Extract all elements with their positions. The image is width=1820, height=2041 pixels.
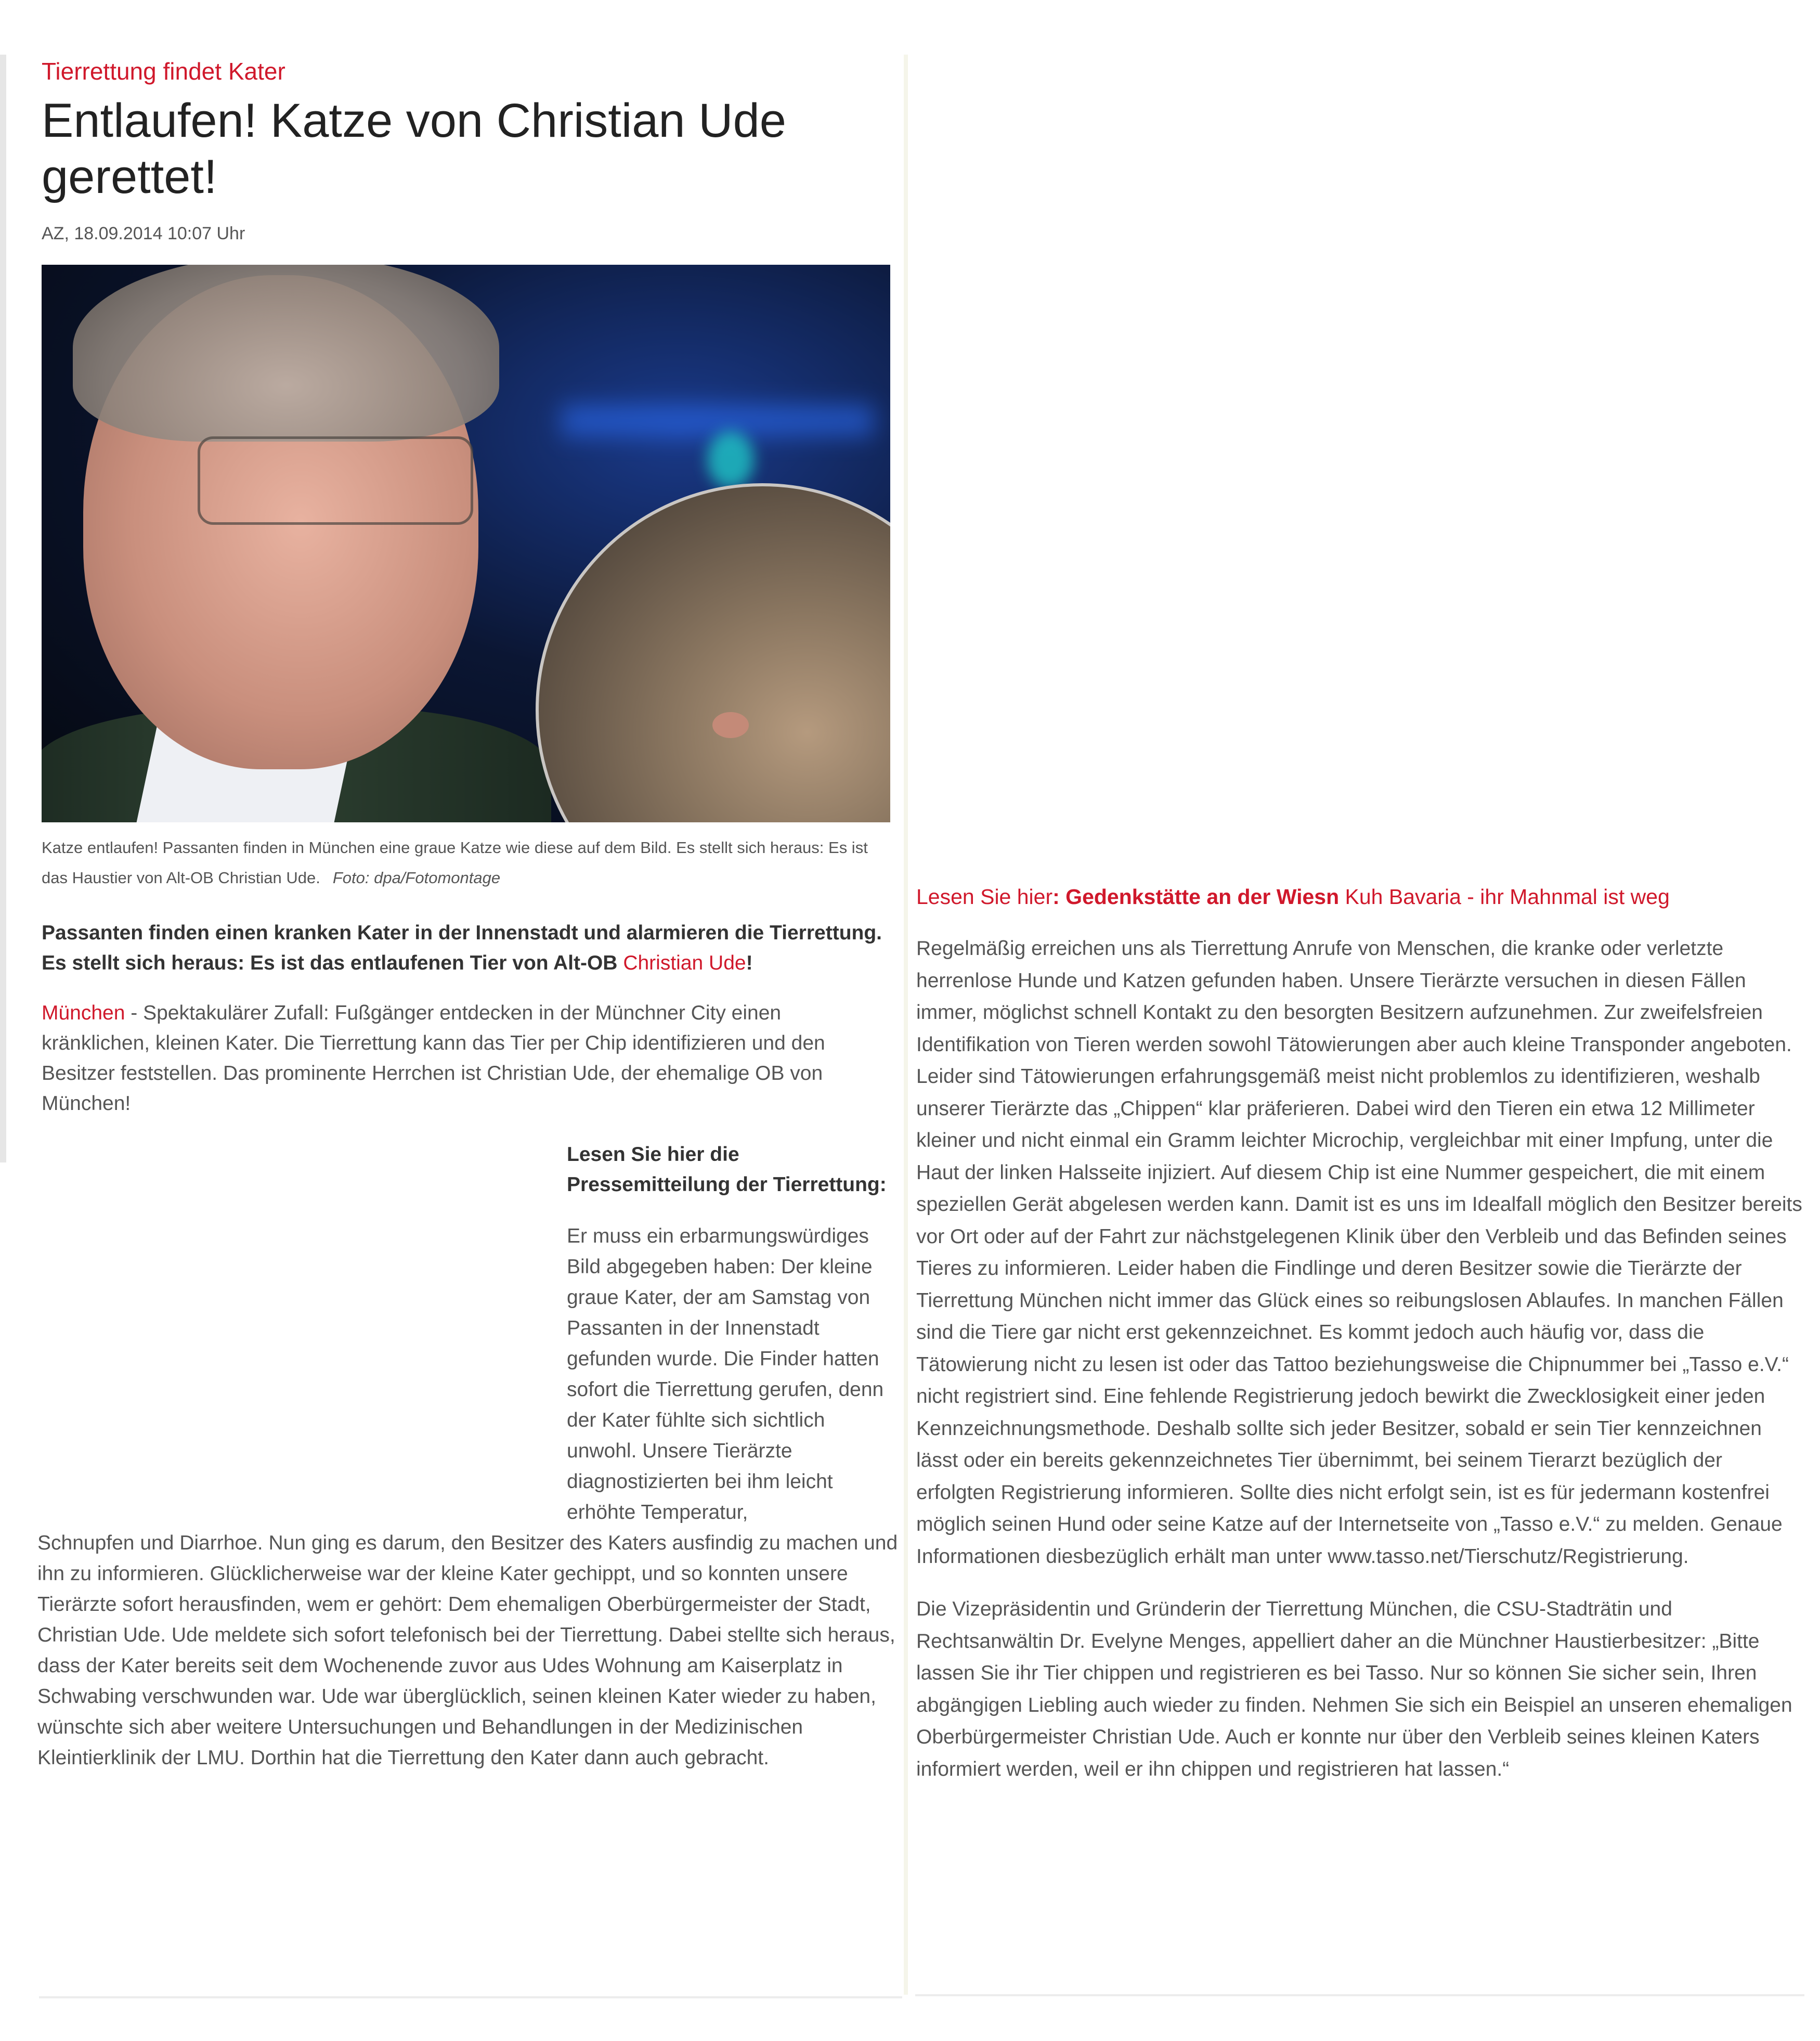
read-more-title[interactable]: Kuh Bavaria - ihr Mahnmal ist weg bbox=[1339, 885, 1670, 909]
read-more-teaser[interactable] bbox=[916, 882, 1805, 912]
christian-ude-link[interactable]: Christian Ude bbox=[623, 952, 746, 974]
photo-cat-inset bbox=[536, 483, 890, 822]
ad-space bbox=[42, 1140, 567, 1528]
column-divider bbox=[904, 55, 908, 1995]
press-release-text: Er muss ein erbarmungswürdiges Bild abgegeben haben: Der kleine graue Kater, der am Samstag von Passanten in der Innenstadt gefunden wurde. Die Finder hatten sofort die Tierrettung gerufen, denn der Kater fühlte sich sichtlich unwohl. Unsere Tierärzte diagnostizierten bei ihm leicht erhöhte Temperatur, bbox=[567, 1225, 884, 1523]
left-column-rule bbox=[39, 1996, 902, 1998]
press-release-block bbox=[42, 1140, 894, 1528]
article-right-column bbox=[916, 882, 1805, 1785]
photo-background-light bbox=[562, 405, 874, 436]
read-more-prefix: Lesen Sie hier bbox=[916, 885, 1053, 909]
article-paragraph: Regelmäßig erreichen uns als Tierrettung Anrufe von Menschen, die kranke oder verletzte herrenlose Hunde und Katzen gefunden haben. Unsere Tierärzte versuchen in diesen Fällen immer, möglichst schnell Kontakt zu den besorgten Besitzern aufzunehmen. Zur zweifelsfreien Identifikation von Tieren werden sowohl Tätowierungen aber auch kleine Transponder angeboten. Leider sind Tätowierungen erfahrungsgemäß meist nicht problemlos zu identifizieren, weshalb unserer Tierärzte das „Chippen“ klar präferieren. Dabei wird den Tieren ein etwa 12 Millimeter kleiner und nicht einmal ein Gramm leichter Microchip, vergleichbar mit einer Impfung, unter die Haut der linken Halsseite injiziert. Auf diesem Chip ist eine Nummer gespeichert, die mit einem speziellen Gerät abgelesen werden kann. Damit ist es uns im Idealfall möglich den Besitzer bereits vor Ort oder auf der Fahrt zur nächstgelegenen Klinik über den Verbleib und das Befinden seines Tieres zu informieren. Leider haben die Findlinge und deren Besitzer sowie die Tierärzte der Tierrettung München nicht immer das Glück eines so reibungslosen Ablaufes. In manchen Fällen sind die Tiere gar nicht erst gekennzeichnet. Es kommt jedoch auch häufig vor, dass die Tätowierung nicht zu lesen ist oder das Tattoo beziehungsweise die Chipnummer bei „Tasso e.V.“ nicht registriert sind. Eine fehlende Registrierung jedoch bewirkt die Zwecklosigkeit einer jeden Kennzeichnungsmethode. Deshalb sollte sich jeder Besitzer, sobald er sein Tier kennzeichnen lässt oder ein bereits gekennzeichnetes Tier übernimmt, bei seinem Tierarzt bezüglich der erfolgten Registrierung informieren. Sollte dies nicht erfolgt sein, ist es für jedermann kostenfrei möglich seinen Hund oder seine Katze auf der Internetseite von „Tasso e.V.“ zu melden. Genaue Informationen diesbezüglich erhält man unter www.tasso.net/Tierschutz/Registrierung. bbox=[916, 937, 1802, 1568]
lead-text: Passanten finden einen kranken Kater in der Innenstadt und alarmieren die Tierrettung. Es stellt sich heraus: Es ist das entlaufenen Tier von Alt-OB bbox=[42, 922, 882, 974]
article-photo[interactable] bbox=[42, 265, 890, 822]
article-kicker: Tierrettung findet Kater bbox=[42, 58, 285, 85]
photo-hair bbox=[73, 265, 499, 442]
press-release-continued: Schnupfen und Diarrhoe. Nun ging es darum, den Besitzer des Katers ausfindig zu machen und ihn zu informieren. Glücklicherweise war der kleine Kater gechippt, und so konnten unsere Tierärzte sofort herausfinden, wem er gehört: Dem ehemaligen Oberbürgermeister der Stadt, Christian Ude. Ude meldete sich sofort telefonisch bei der Tierrettung. Dabei stellte sich heraus, dass der Kater bereits seit dem Wochenende zuvor aus Udes Wohnung am Kaiserplatz in Schwabing verschwunden war. Ude war überglücklich, seinen kleinen Kater wieder zu haben, wünschte sich aber weitere Untersuchungen und Behandlungen in der Medizinischen Kleintierklinik der LMU. Dorthin hat die Tierrettung den Kater dann auch gebracht. bbox=[37, 1532, 898, 1769]
article-headline: Entlaufen! Katze von Christian Ude gerettet! bbox=[42, 94, 786, 203]
location-link[interactable]: München bbox=[42, 1002, 125, 1024]
read-more-link[interactable]: Gedenkstätte an der Wiesn bbox=[1065, 885, 1340, 909]
article-left-column bbox=[37, 57, 898, 1773]
article-dateline: AZ, 18.09.2014 10:07 Uhr bbox=[42, 224, 245, 243]
article-intro bbox=[42, 998, 894, 1119]
lead-suffix: ! bbox=[746, 952, 753, 974]
right-column-rule bbox=[915, 1994, 1804, 1996]
press-release-title: Lesen Sie hier die Pressemitteilung der Tierrettung: bbox=[567, 1143, 887, 1196]
caption-text: Katze entlaufen! Passanten finden in München eine graue Katze wie diese auf dem Bild. Es stellt sich heraus: Es ist das Haustier von Alt-OB Christian Ude. bbox=[42, 838, 868, 887]
page-edge bbox=[0, 55, 6, 1162]
article-lead bbox=[42, 918, 894, 978]
read-more-colon: : bbox=[1052, 885, 1066, 909]
press-release-box bbox=[567, 1140, 889, 1528]
article-paragraph: Die Vizepräsidentin und Gründerin der Tierrettung München, die CSU-Stadträtin und Rechtsanwältin Dr. Evelyne Menges, appelliert daher an die Münchner Haustierbesitzer: „Bitte lassen Sie ihr Tier chippen und registrieren es bei Tasso. Nur so können Sie sicher sein, Ihren abgängigen Liebling auch wieder zu finden. Nehmen Sie sich ein Beispiel an unseren ehemaligen Oberbürgermeister Christian Ude. Auch er konnte nur über den Verbleib seines kleinen Katers informiert werden, weil er ihn chippen und registrieren hat lassen.“ bbox=[916, 1598, 1792, 1780]
photo-caption bbox=[42, 833, 894, 893]
photo-glasses bbox=[198, 436, 473, 525]
photo-background-light bbox=[707, 431, 754, 488]
photo-credit: Foto: dpa/Fotomontage bbox=[332, 869, 501, 887]
intro-text: - Spektakulärer Zufall: Fußgänger entdecken in der Münchner City einen kränklichen, kleinen Kater. Die Tierrettung kann das Tier per Chip identifizieren und den Besitzer feststellen. Das prominente Herrchen ist Christian Ude, der ehemalige OB von München! bbox=[42, 1002, 825, 1115]
photo-cat-nose bbox=[712, 712, 749, 738]
